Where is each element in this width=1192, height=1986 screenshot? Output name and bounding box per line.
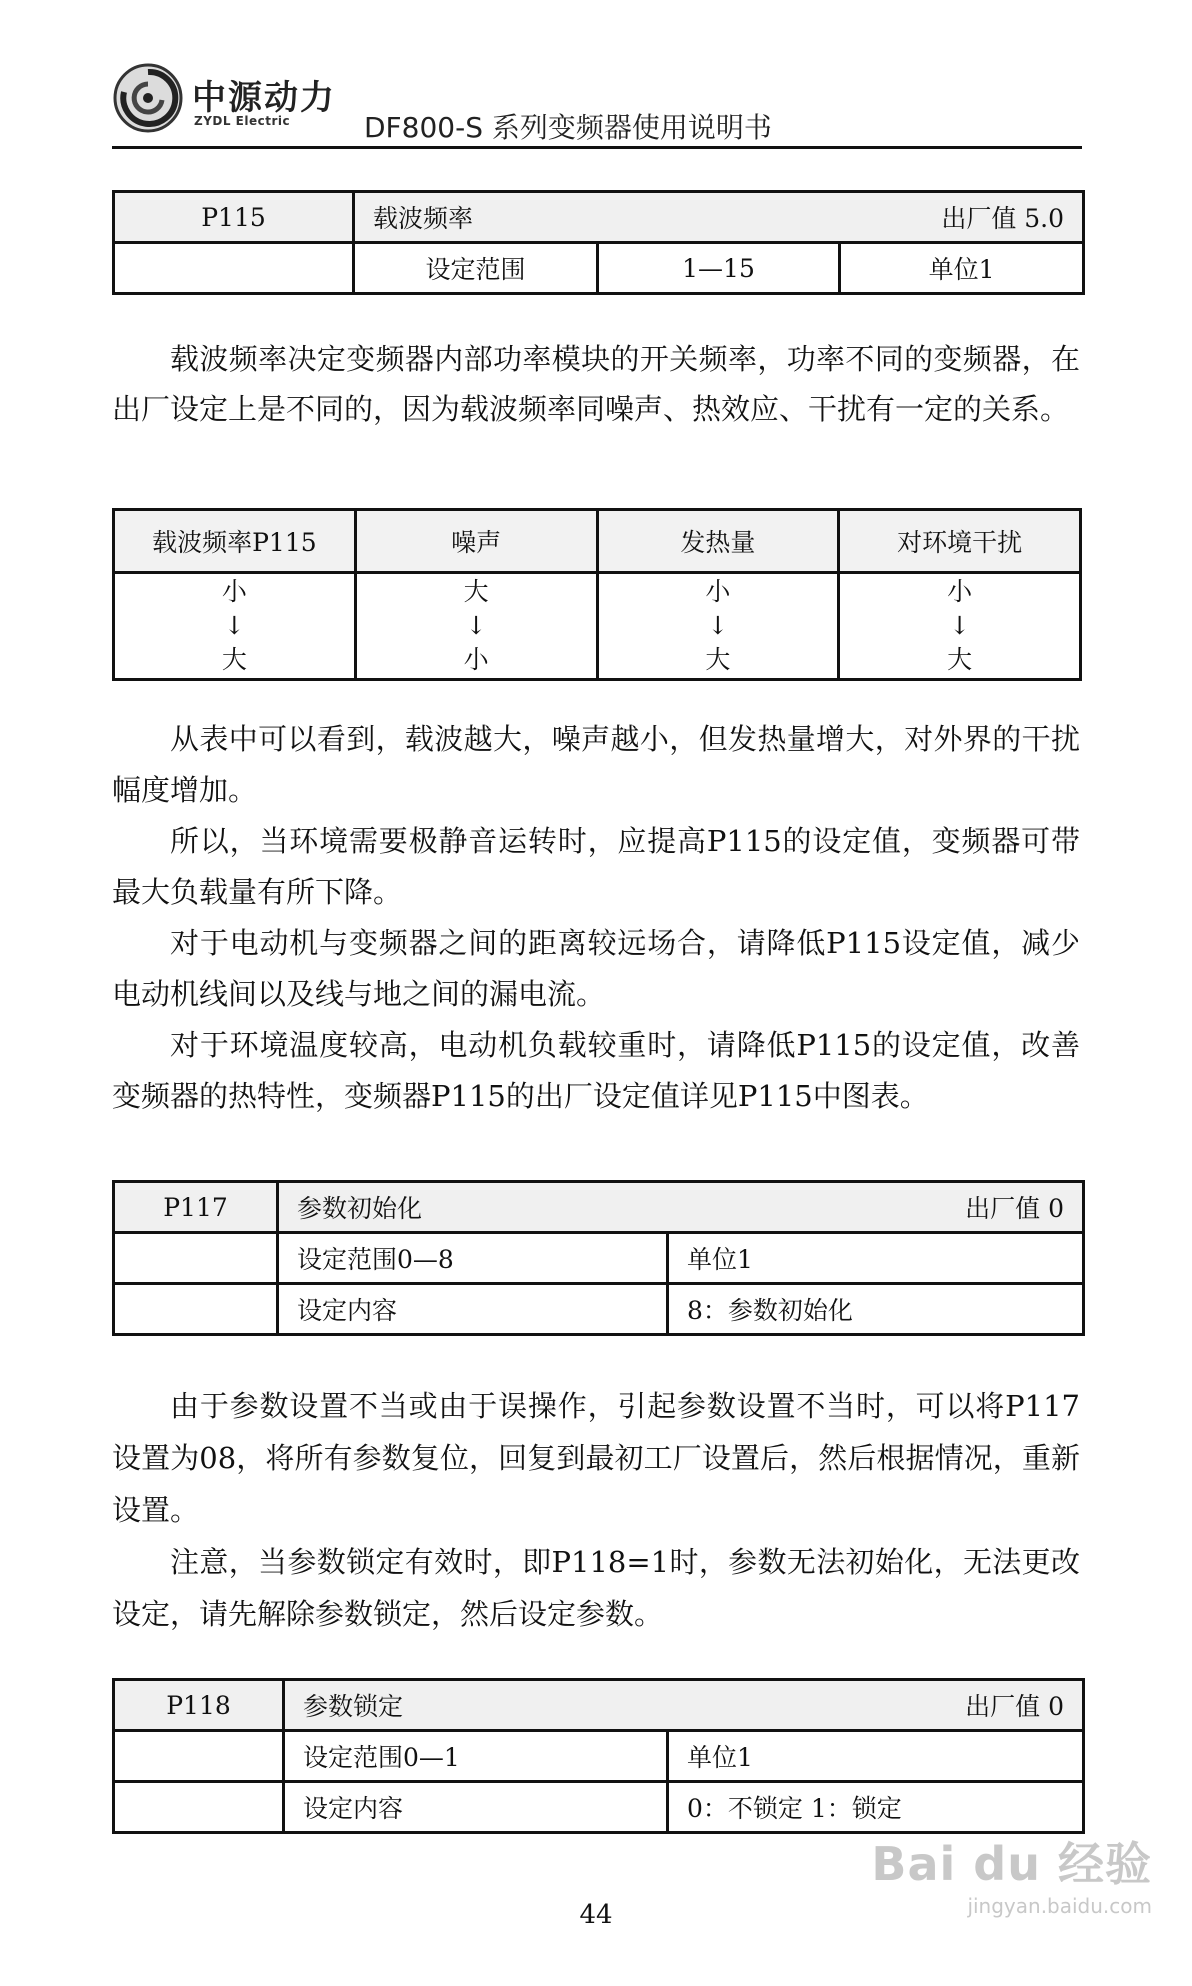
p118-empty-cell xyxy=(114,1731,284,1782)
p115-table xyxy=(112,190,1085,295)
p115-title-cell xyxy=(354,192,1084,243)
p118-name: 参数锁定 xyxy=(303,1692,404,1721)
trend-start: 小 xyxy=(947,577,973,606)
col-header: 噪声 xyxy=(355,510,597,573)
paragraph: 对于电动机与变频器之间的距离较远场合，请降低P115设定值，减少电动机线间以及线与地之间的漏电流。 xyxy=(112,926,1080,1011)
trend-end: 大 xyxy=(947,645,973,674)
trend-cell xyxy=(355,573,597,680)
brand-english: ZYDL Electric xyxy=(194,114,291,128)
p117-code: P117 xyxy=(114,1182,278,1233)
p117-content-label: 设定内容 xyxy=(278,1284,668,1335)
p117-name: 参数初始化 xyxy=(297,1194,423,1223)
p115-range-label: 设定范围 xyxy=(354,243,598,294)
page-header xyxy=(112,62,1080,150)
paragraph: 由于参数设置不当或由于误操作，引起参数设置不当时，可以将P117设置为08，将所有参数复位，回复到最初工厂设置后，然后根据情况，重新设置。 xyxy=(112,1389,1080,1527)
paragraph: 注意，当参数锁定有效时，即P118=1时，参数无法初始化，无法更改设定，请先解除参数锁定，然后设定参数。 xyxy=(112,1545,1080,1631)
carrier-notes xyxy=(112,714,1080,1122)
p115-range-value: 1—15 xyxy=(598,243,840,294)
p115-name: 载波频率 xyxy=(373,204,474,233)
col-header: 对环境干扰 xyxy=(839,510,1081,573)
paragraph: 载波频率决定变频器内部功率模块的开关频率，功率不同的变频器，在出厂设定上是不同的，因为载波频率同噪声、热效应、干扰有一定的关系。 xyxy=(112,342,1080,426)
p118-range: 设定范围0—1 xyxy=(284,1731,668,1782)
p118-unit: 单位1 xyxy=(668,1731,1084,1782)
header-divider xyxy=(112,146,1082,149)
company-logo-icon xyxy=(112,62,184,134)
p115-factory-value: 出厂值 5.0 xyxy=(941,204,1065,233)
p115-empty-cell xyxy=(114,243,354,294)
brand-name: 中源动力 xyxy=(192,78,336,118)
p117-title-cell xyxy=(278,1182,1084,1233)
col-header: 发热量 xyxy=(597,510,839,573)
paragraph: 从表中可以看到，载波越大，噪声越小，但发热量增大，对外界的干扰幅度增加。 xyxy=(112,722,1080,807)
p118-content-label: 设定内容 xyxy=(284,1782,668,1833)
trend-start: 小 xyxy=(221,577,247,606)
p117-factory-value: 出厂值 0 xyxy=(965,1194,1064,1223)
down-arrow-icon: ↓ xyxy=(707,611,729,640)
p115-unit: 单位1 xyxy=(840,243,1084,294)
trend-cell xyxy=(839,573,1081,680)
p118-title-cell xyxy=(284,1680,1084,1731)
trend-start: 小 xyxy=(705,577,731,606)
p117-range: 设定范围0—8 xyxy=(278,1233,668,1284)
trend-end: 小 xyxy=(463,645,489,674)
p117-table xyxy=(112,1180,1085,1336)
carrier-description xyxy=(112,334,1080,434)
down-arrow-icon: ↓ xyxy=(465,611,487,640)
paragraph: 对于环境温度较高，电动机负载较重时，请降低P115的设定值，改善变频器的热特性，变频器P115的出厂设定值详见P115中图表。 xyxy=(112,1028,1080,1113)
p118-table xyxy=(112,1678,1085,1834)
watermark-logo: Bai du 经验 xyxy=(871,1837,1152,1891)
p117-empty-cell xyxy=(114,1284,278,1335)
down-arrow-icon: ↓ xyxy=(223,611,245,640)
trend-cell xyxy=(114,573,356,680)
p117-unit: 单位1 xyxy=(668,1233,1084,1284)
trend-end: 大 xyxy=(221,645,247,674)
p118-content-value: 0：不锁定 1：锁定 xyxy=(668,1782,1084,1833)
down-arrow-icon: ↓ xyxy=(949,611,971,640)
init-notes xyxy=(112,1380,1080,1640)
p115-code: P115 xyxy=(114,192,354,243)
p118-factory-value: 出厂值 0 xyxy=(965,1692,1064,1721)
p118-empty-cell xyxy=(114,1782,284,1833)
document-title: DF800-S 系列变频器使用说明书 xyxy=(364,111,772,144)
p117-content-value: 8：参数初始化 xyxy=(668,1284,1084,1335)
baidu-watermark xyxy=(871,1828,1152,1918)
p117-empty-cell xyxy=(114,1233,278,1284)
p118-code: P118 xyxy=(114,1680,284,1731)
carrier-comparison-table xyxy=(112,508,1082,681)
trend-cell xyxy=(597,573,839,680)
page-number: 44 xyxy=(579,1900,613,1930)
paragraph: 所以，当环境需要极静音运转时，应提高P115的设定值，变频器可带最大负载量有所下降。 xyxy=(112,824,1080,909)
trend-start: 大 xyxy=(463,577,489,606)
trend-end: 大 xyxy=(705,645,731,674)
col-header: 载波频率P115 xyxy=(114,510,356,573)
watermark-url: jingyan.baidu.com xyxy=(967,1894,1152,1918)
